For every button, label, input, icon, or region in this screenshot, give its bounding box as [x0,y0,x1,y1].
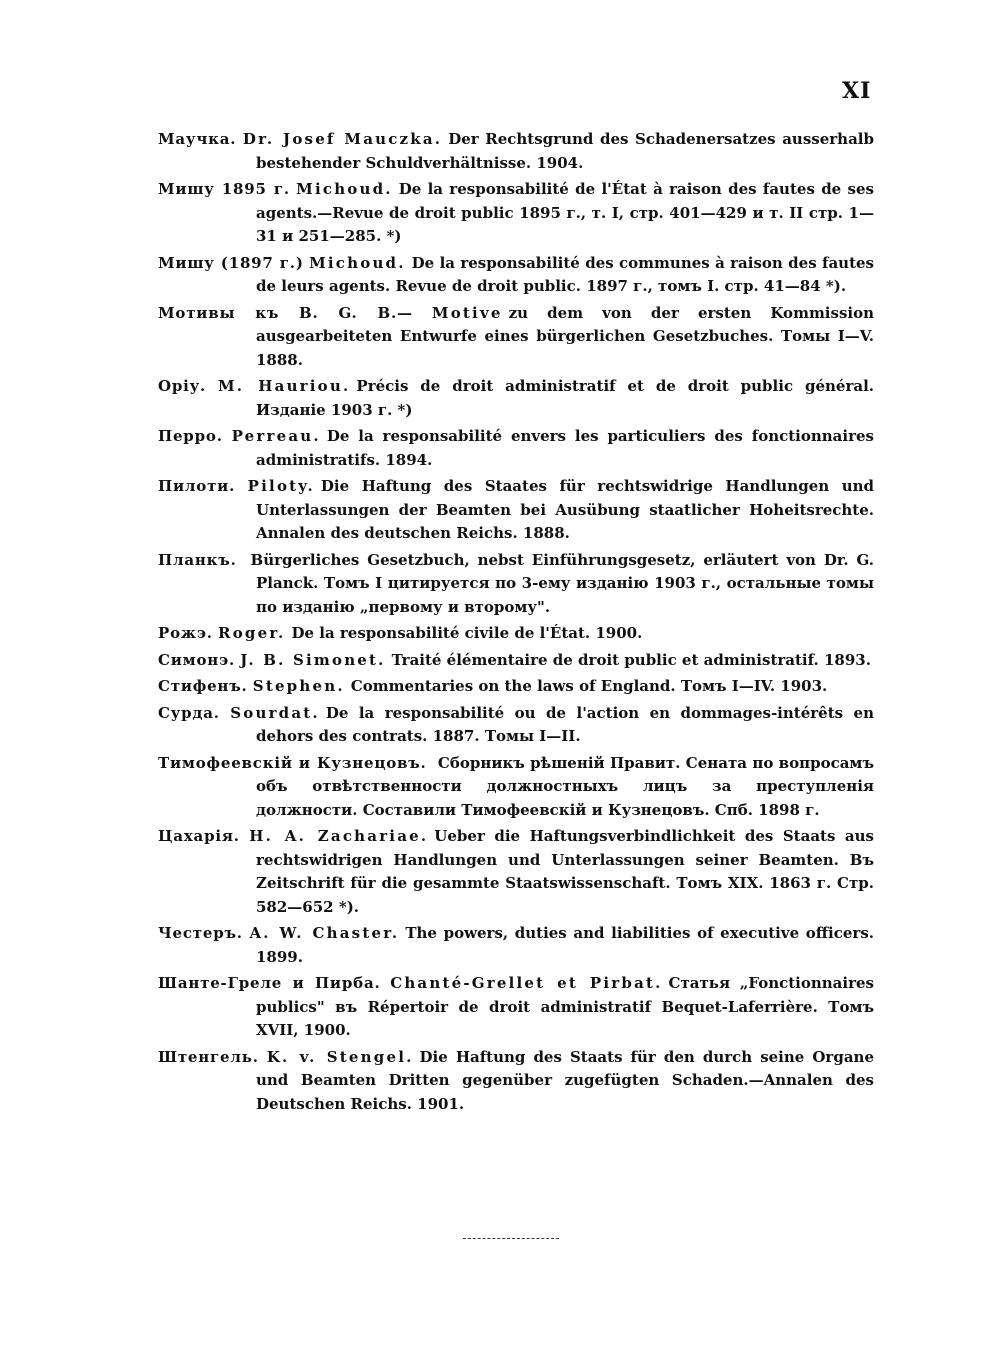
entry-author: M. Hauriou. [217,377,351,395]
entry-text: Die Haftung des Staates für rechtswidrige Handlungen und Unterlassungen der Beamten bei Ausübung staatlicher Hoheitsrechte. Annalen des deutschen Reichs. 1888. [256,477,874,542]
entry-text: De la responsabilité de l'État à raison des fautes de ses agents.—Revue de droit public 1895 г., т. I, стр. 401—429 и т. II стр. 1—31 и 251—285. *) [256,180,874,245]
entry-author: H. A. Zachariae. [249,827,429,845]
entry-russian-name: Честеръ. [158,924,243,942]
bibliography-list [158,128,874,1119]
bibliography-entry [158,649,874,673]
entry-russian-name: Рожэ. [158,624,213,642]
bibliography-entry [158,675,874,699]
bibliography-entry [158,972,874,1043]
end-rule [463,1238,559,1239]
entry-text: Сборникъ рѣшеній Правит. Сената по вопросамъ объ отвѣтственности должностныхъ лицъ за преступленія должности. Составили Тимофеевскій и Кузнецовъ. Спб. 1898 г. [256,753,874,819]
entry-russian-name: Сурда. [158,703,220,722]
entry-russian-name: Шанте-Греле и Пирба. [158,974,381,992]
entry-text: De la responsabilité civile de l'État. 1900. [291,624,643,642]
bibliography-entry [158,302,874,373]
entry-author: A. W. Chaster. [249,924,400,942]
bibliography-entry [158,622,874,646]
entry-text: De la responsabilité ou de l'action en dommages-intérêts en dehors des contrats. 1887. Томы I—II. [256,703,874,745]
entry-russian-name: Мишу (1897 г.) [158,253,304,272]
entry-author: Roger. [218,624,286,642]
bibliography-entry [158,375,874,422]
entry-author: Sourdat. [230,703,320,722]
entry-text: Ueber die Haftungsverbindlichkeit des Staats aus rechtswidrigen Handlungen und Unterlassungen seiner Beamten. Въ Zeitschrift für die gesammte Staatswissenschaft. Томъ XIX. 1863 г. Стр. 582—652 *). [256,827,874,916]
entry-author: Perreau. [231,427,321,445]
entry-russian-name: Оріу. [158,377,207,395]
entry-text: De la responsabilité des communes à raison des fautes de leurs agents. Revue de droit public. 1897 г., томъ I. стр. 41—84 *). [256,253,875,295]
entry-russian-name: Тимофеевскій и Кузнецовъ. [158,753,427,772]
entry-russian-name: Мишу 1895 г. [158,180,290,198]
entry-russian-name: Цахарія. [158,827,240,845]
entry-russian-name: Маучка. [158,130,237,148]
entry-text: Commentaries on the laws of England. Томъ I—IV. 1903. [350,677,828,695]
entry-text: zu dem von der ersten Kommission ausgearbeiteten Entwurfe eines bürgerlichen Gesetzbuches. Томы I—V. 1888. [256,303,875,369]
bibliography-entry [158,475,874,546]
entry-author: Michoud. [309,253,406,272]
entry-text: Der Rechtsgrund des Schadenersatzes ausserhalb bestehender Schuldverhältnisse. 1904. [256,130,874,172]
bibliography-entry [158,752,874,823]
entry-author: Michoud. [296,180,393,198]
entry-russian-name: Симонэ. [158,650,236,669]
entry-text: Статья „Fonctionnaires publics" въ Répertoir de droit administratif Bequet-Laferrière. Томъ XVII, 1900. [256,974,874,1039]
bibliography-entry [158,825,874,919]
bibliography-entry [158,128,874,175]
entry-russian-name: Штенгель. [158,1047,259,1066]
entry-text: De la responsabilité envers les particuliers des fonctionnaires administratifs. 1894. [256,427,874,469]
entry-text: Traité élémentaire de droit public et administratif. 1893. [391,650,871,669]
bibliography-entry [158,1046,874,1117]
entry-russian-name: Стифенъ. [158,677,248,695]
entry-text: Précis de droit administratif et de droit public général. Изданіе 1903 г. *) [256,377,874,419]
bibliography-entry [158,549,874,620]
bibliography-entry [158,922,874,969]
bibliography-entry [158,425,874,472]
entry-author: Piloty. [247,477,315,495]
entry-author: K. v. Stengel. [266,1047,414,1066]
entry-text: Bürgerliches Gesetzbuch, nebst Einführungsgesetz, erläutert von Dr. G. Planck. Томъ I цитируется по 3-ему изданію 1903 г., остальные томы по изданію „первому и второму". [250,550,874,616]
bibliography-entry [158,178,874,249]
entry-russian-name: Планкъ. [158,550,237,569]
entry-author: Stephen. [252,677,345,695]
entry-author: Dr. Josef Mauczka. [242,130,443,148]
entry-text: The powers, duties and liabilities of executive officers. 1899. [256,924,874,966]
entry-text: Die Haftung des Staats für den durch seine Organe und Beamten Dritten gegenüber zugefügten Schaden.—Annalen des Deutschen Reichs. 1901. [256,1047,874,1113]
entry-russian-name: Пилоти. [158,477,236,495]
page-number: XI [842,78,872,104]
bibliography-entry [158,702,874,749]
entry-author: Chanté-Grellet et Pirbat. [390,974,663,992]
entry-author: J. B. Simonet. [240,650,386,669]
bibliography-entry [158,252,874,299]
entry-russian-name: Перро. [158,427,223,445]
entry-russian-name: Мотивы къ B. G. B.— [158,303,413,322]
entry-author: Motive [431,303,503,322]
